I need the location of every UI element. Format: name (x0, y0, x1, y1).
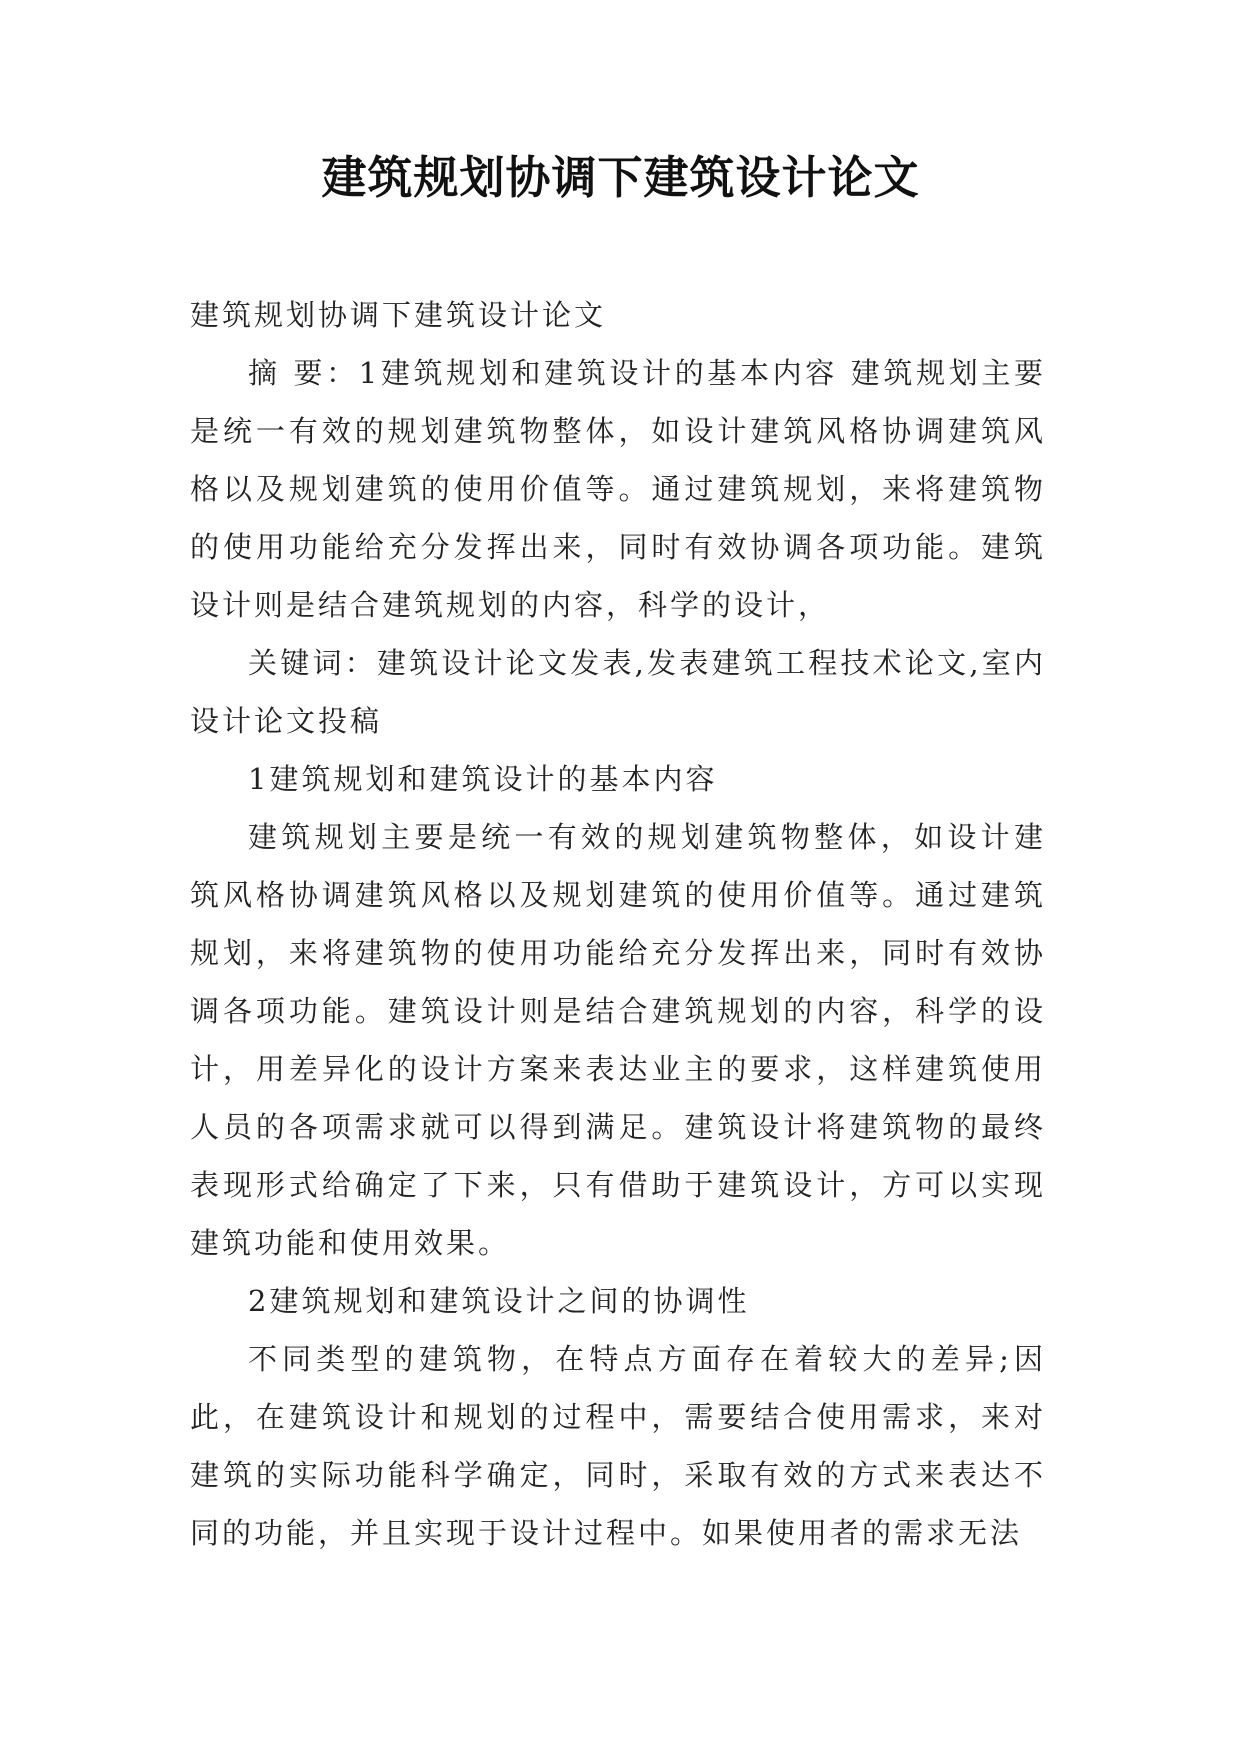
abstract-paragraph: 摘 要：1建筑规划和建筑设计的基本内容 建筑规划主要是统一有效的规划建筑物整体，如设计建筑风格协调建筑风格以及规划建筑的使用价值等。通过建筑规划，来将建筑物的使用功能给充分发挥出来，同时有效协调各项功能。建筑设计则是结合建筑规划的内容，科学的设计， (190, 356, 1046, 622)
document-body (190, 286, 1046, 1562)
section-heading-1: 1建筑规划和建筑设计的基本内容 (248, 762, 718, 796)
document-title: 建筑规划协调下建筑设计论文 (321, 151, 920, 204)
section-2-paragraph: 不同类型的建筑物，在特点方面存在着较大的差异;因此，在建筑设计和规划的过程中，需要结合使用需求，来对建筑的实际功能科学确定，同时，采取有效的方式来表达不同的功能，并且实现于设计过程中。如果使用者的需求无法 (190, 1342, 1046, 1550)
body-heading-repeat: 建筑规划协调下建筑设计论文 (190, 298, 607, 332)
keywords-paragraph: 关键词：建筑设计论文发表,发表建筑工程技术论文,室内设计论文投稿 (190, 646, 1046, 738)
section-heading-2: 2建筑规划和建筑设计之间的协调性 (248, 1284, 750, 1318)
section-1-paragraph: 建筑规划主要是统一有效的规划建筑物整体，如设计建筑风格协调建筑风格以及规划建筑的使用价值等。通过建筑规划，来将建筑物的使用功能给充分发挥出来，同时有效协调各项功能。建筑设计则是结合建筑规划的内容，科学的设计，用差异化的设计方案来表达业主的要求，这样建筑使用人员的各项需求就可以得到满足。建筑设计将建筑物的最终表现形式给确定了下来，只有借助于建筑设计，方可以实现建筑功能和使用效果。 (190, 820, 1046, 1260)
